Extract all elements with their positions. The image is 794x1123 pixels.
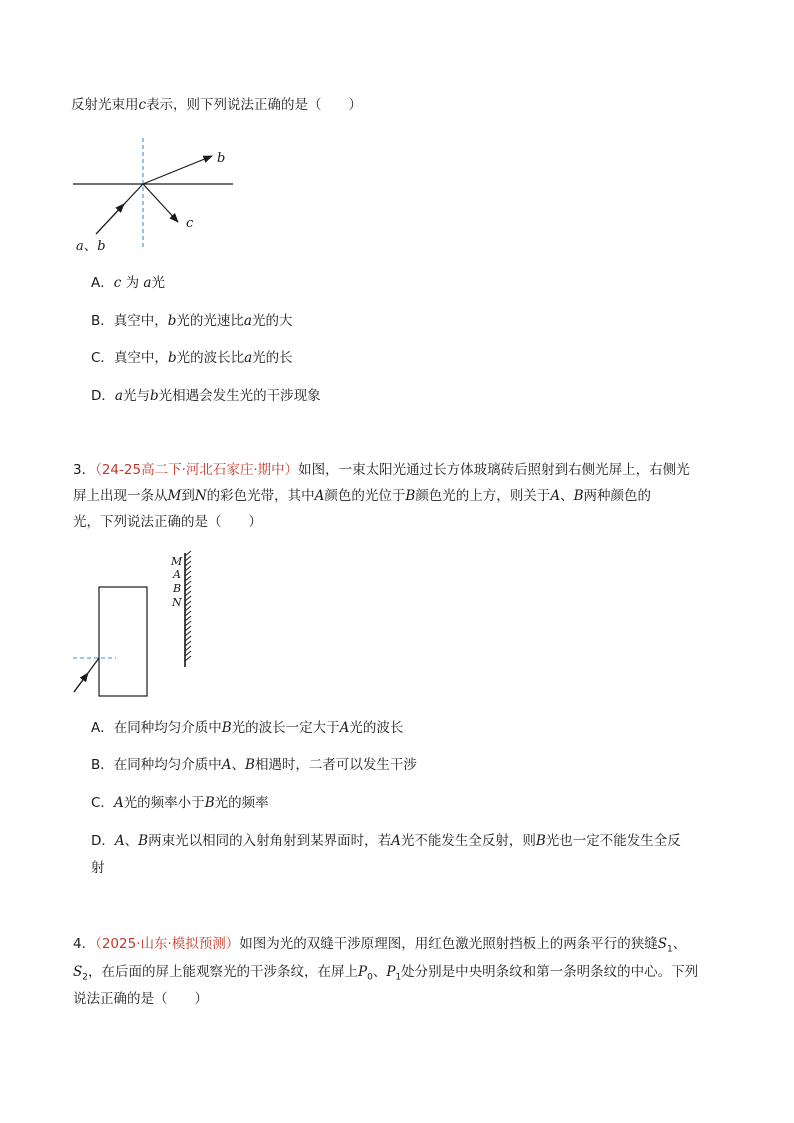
q3-stem-line1: 3．（24-25高二下·河北石家庄·期中）如图，一束太阳光通过长方体玻璃砖后照射到右侧光屏上，右侧光 xyxy=(73,462,690,478)
screen-hatch xyxy=(185,636,191,641)
screen-hatch xyxy=(185,591,191,596)
label-a-b: a、b xyxy=(76,238,106,254)
q2-option-b[interactable]: B．真空中，b光的光速比a光的大 xyxy=(91,313,293,329)
q3-source: （24-25高二下·河北石家庄·期中） xyxy=(95,462,299,478)
screen-hatch xyxy=(185,641,191,646)
q3-option-a[interactable]: A．在同种均匀介质中B光的波长一定大于A光的波长 xyxy=(91,720,404,736)
q3-option-d-wrap: 射 xyxy=(91,860,105,876)
screen-hatch xyxy=(185,626,191,631)
screen-hatch xyxy=(185,596,191,601)
screen-hatch xyxy=(185,656,191,661)
screen-hatch xyxy=(185,561,191,566)
screen-hatch xyxy=(185,551,191,556)
screen-hatch xyxy=(185,621,191,626)
screen-hatch xyxy=(185,606,191,611)
screen-hatch xyxy=(185,631,191,636)
screen-hatch xyxy=(185,616,191,621)
q4-stem-line2: $S_2$，在后面的屏上能观察光的干涉条纹，在屏上$P_0$、$P_1$处分别是中央明条纹和第一条明条纹的中心。下列 xyxy=(73,964,699,983)
screen-hatch xyxy=(185,581,191,586)
q3-stem-line2: 屏上出现一条从M到N的彩色光带，其中A颜色的光位于B颜色光的上方，则关于A、B两种颜色的 xyxy=(73,488,651,504)
q2-stem-tail: 反射光束用c表示，则下列说法正确的是（ ） xyxy=(71,97,363,113)
q4-source: （2025·山东·模拟预测） xyxy=(95,936,240,952)
q2-option-a[interactable]: A．c 为 a光 xyxy=(91,275,165,291)
screen-hatch xyxy=(185,576,191,581)
screen xyxy=(185,551,191,667)
label-B: B xyxy=(173,582,182,595)
q2-option-d[interactable]: D．a光与b光相遇会发生光的干涉现象 xyxy=(91,388,321,404)
q3-option-c[interactable]: C．A光的频率小于B光的频率 xyxy=(91,795,269,811)
screen-hatch xyxy=(185,651,191,656)
q4-stem-line3: 说法正确的是（ ） xyxy=(73,991,208,1007)
q3-option-b[interactable]: B．在同种均匀介质中A、B相遇时，二者可以发生干涉 xyxy=(91,757,417,773)
label-A: A xyxy=(173,568,181,581)
glass-block xyxy=(99,587,147,696)
sunlight-arrow xyxy=(74,673,88,692)
screen-hatch xyxy=(185,646,191,651)
label-N: N xyxy=(172,596,182,609)
label-M: M xyxy=(171,555,183,568)
screen-hatch xyxy=(185,586,191,591)
q4-stem-line1: 4．（2025·山东·模拟预测）如图为光的双缝干涉原理图，用红色激光照射挡板上的两条平行的狭缝$S_1$、 xyxy=(73,936,687,955)
label-b: b xyxy=(217,151,226,166)
screen-hatch xyxy=(185,611,191,616)
q3-option-d[interactable]: D．A、B两束光以相同的入射角射到某界面时，若A光不能发生全反射，则B光也一定不能发生全反 xyxy=(91,833,681,849)
screen-hatch xyxy=(185,571,191,576)
q2-option-c[interactable]: C．真空中，b光的波长比a光的长 xyxy=(91,350,293,366)
q3-stem-line3: 光，下列说法正确的是（ ） xyxy=(73,514,262,530)
screen-hatch xyxy=(185,601,191,606)
label-c: c xyxy=(186,216,194,231)
screen-hatch xyxy=(185,566,191,571)
screen-hatch xyxy=(185,556,191,561)
